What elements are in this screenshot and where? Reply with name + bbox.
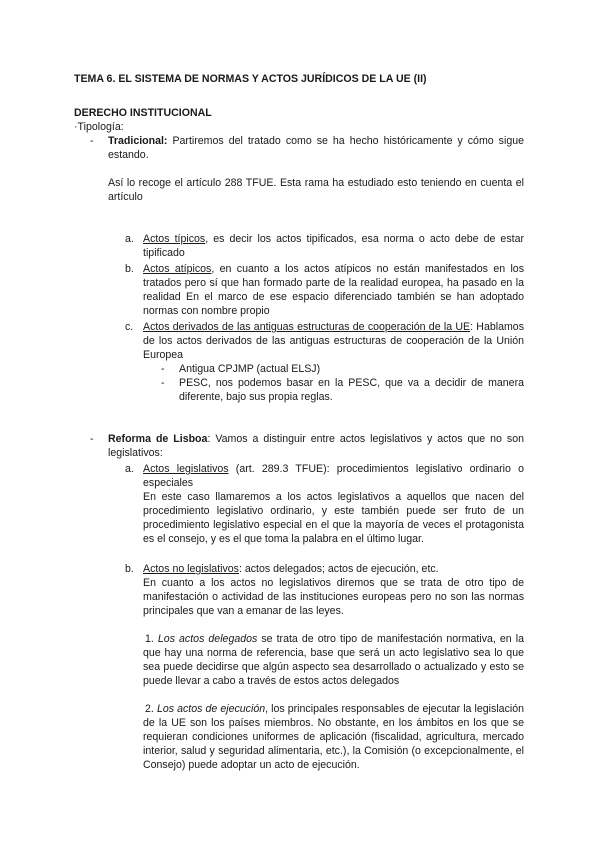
paragraph-text: se trata de otro tipo de manifestación normativa, en la que hay una norma de referencia, base que será un acto legislativo sea lo que sea puede decidirse que algún aspecto sea desarrollado o actualizado y esto se puede llevar a cabo a través de estos actos delegados xyxy=(143,633,524,687)
list-item-actos-no-legislativos xyxy=(125,562,524,772)
bullet-dash: - xyxy=(90,433,94,445)
actos-legislativos-paragraph: En este caso llamaremos a los actos legislativos a aquellos que nacen del procedimiento legislativo ordinario, y este también puede ser fruto de un procedimiento legislativo especial en el que la mayoría de veces el protagonista es el consejo, y es el que toma la palabra en el último lugar. xyxy=(143,491,524,545)
bullet-dash: - xyxy=(161,377,165,389)
item-text: : Hablamos de los actos derivados de las antiguas estructuras de cooperación de la Unión Europea xyxy=(143,321,524,361)
list-item-text xyxy=(143,320,524,362)
term-underlined: Actos legislativos xyxy=(143,463,229,475)
list-item-actos-atipicos xyxy=(125,262,524,318)
paragraph-text: , los principales responsables de ejecutar la legislación de la UE son los países miembros. No obstante, en los ámbitos en los que se requieran condiciones uniformes de aplicación (fiscalidad, agricultura, mercado interior, salud y seguridad alimentaria, etc.), la Comisión (o excepcionalmente, el Consejo) puede adoptar un acto de ejecución. xyxy=(143,703,524,771)
bullet-dash: - xyxy=(161,363,165,375)
item-text: (art. 289.3 TFUE): procedimientos legislativo ordinario o especiales xyxy=(143,463,524,489)
term-underlined: Actos atípicos xyxy=(143,263,212,275)
list-item-tradicional xyxy=(74,134,524,404)
tradicional-label: Tradicional: xyxy=(108,135,168,147)
list-item-text xyxy=(143,232,524,260)
section-heading: DERECHO INSTITUCIONAL xyxy=(74,107,212,119)
bullet-dash: - xyxy=(90,135,94,147)
list-letter: a. xyxy=(125,233,134,245)
list-item-text xyxy=(143,562,524,576)
term-underlined: Actos típicos xyxy=(143,233,206,245)
item-text: , en cuanto a los actos atípicos no están manifestados en los tratados pero sí que han formado parte de la realidad europea, ha pasado en la realidad En el marco de ese espacio diferenciado también se han adoptado normas con nombre propio xyxy=(143,263,524,317)
term-italic: Los actos de ejecución xyxy=(156,703,266,715)
tipologia-label: ·Tipología: xyxy=(74,121,124,133)
document-title: TEMA 6. EL SISTEMA DE NORMAS Y ACTOS JURÍDICOS DE LA UE (II) xyxy=(74,73,427,85)
sublist-item-text: Antigua CPJMP (actual ELSJ) xyxy=(179,363,321,375)
list-item-text xyxy=(143,462,524,490)
tradicional-paragraph xyxy=(108,134,524,162)
list-item-actos-derivados xyxy=(125,320,524,404)
sublist-item-text: PESC, nos podemos basar en la PESC, que va a decidir de manera diferente, bajo sus propia reglas. xyxy=(179,377,524,403)
list-letter: c. xyxy=(125,321,134,333)
tradicional-text: Partiremos del tratado como se ha hecho históricamente y cómo sigue estando. xyxy=(108,135,524,161)
item-text: , es decir los actos tipificados, esa norma o acto debe de estar tipificado xyxy=(143,233,524,259)
term-underlined: Actos no legislativos xyxy=(143,563,239,575)
actos-no-legislativos-paragraph: En cuanto a los actos no legislativos diremos que se trata de otro tipo de manifestación o actividad de las instituciones europeas pero no son las normas principales que van a emanar de las leyes. xyxy=(143,577,524,617)
lisboa-paragraph xyxy=(108,432,524,460)
term-underlined: Actos derivados de las antiguas estructuras de cooperación de la UE xyxy=(143,321,471,333)
tradicional-paragraph-2: Así lo recoge el artículo 288 TFUE. Esta rama ha estudiado esto teniendo en cuenta el artículo xyxy=(108,177,524,203)
list-letter: b. xyxy=(125,263,134,275)
list-item-reforma-lisboa xyxy=(74,432,524,772)
actos-ejecucion-paragraph xyxy=(143,702,524,772)
list-item-actos-legislativos xyxy=(125,462,524,546)
sublist-item xyxy=(161,362,524,376)
list-item-text xyxy=(143,262,524,318)
list-item-actos-tipicos xyxy=(125,232,524,260)
lisboa-label: Reforma de Lisboa xyxy=(108,433,208,445)
list-letter: b. xyxy=(125,563,134,575)
list-letter: a. xyxy=(125,463,134,475)
actos-delegados-paragraph xyxy=(143,632,524,688)
item-text: : actos delegados; actos de ejecución, etc. xyxy=(238,563,439,575)
sublist-item xyxy=(161,376,524,404)
lisboa-text: : Vamos a distinguir entre actos legislativos y actos que no son legislativos: xyxy=(108,433,524,459)
term-italic: Los actos delegados xyxy=(157,633,258,645)
paragraph-number: 2. xyxy=(145,703,154,715)
paragraph-number: 1. xyxy=(145,633,154,645)
